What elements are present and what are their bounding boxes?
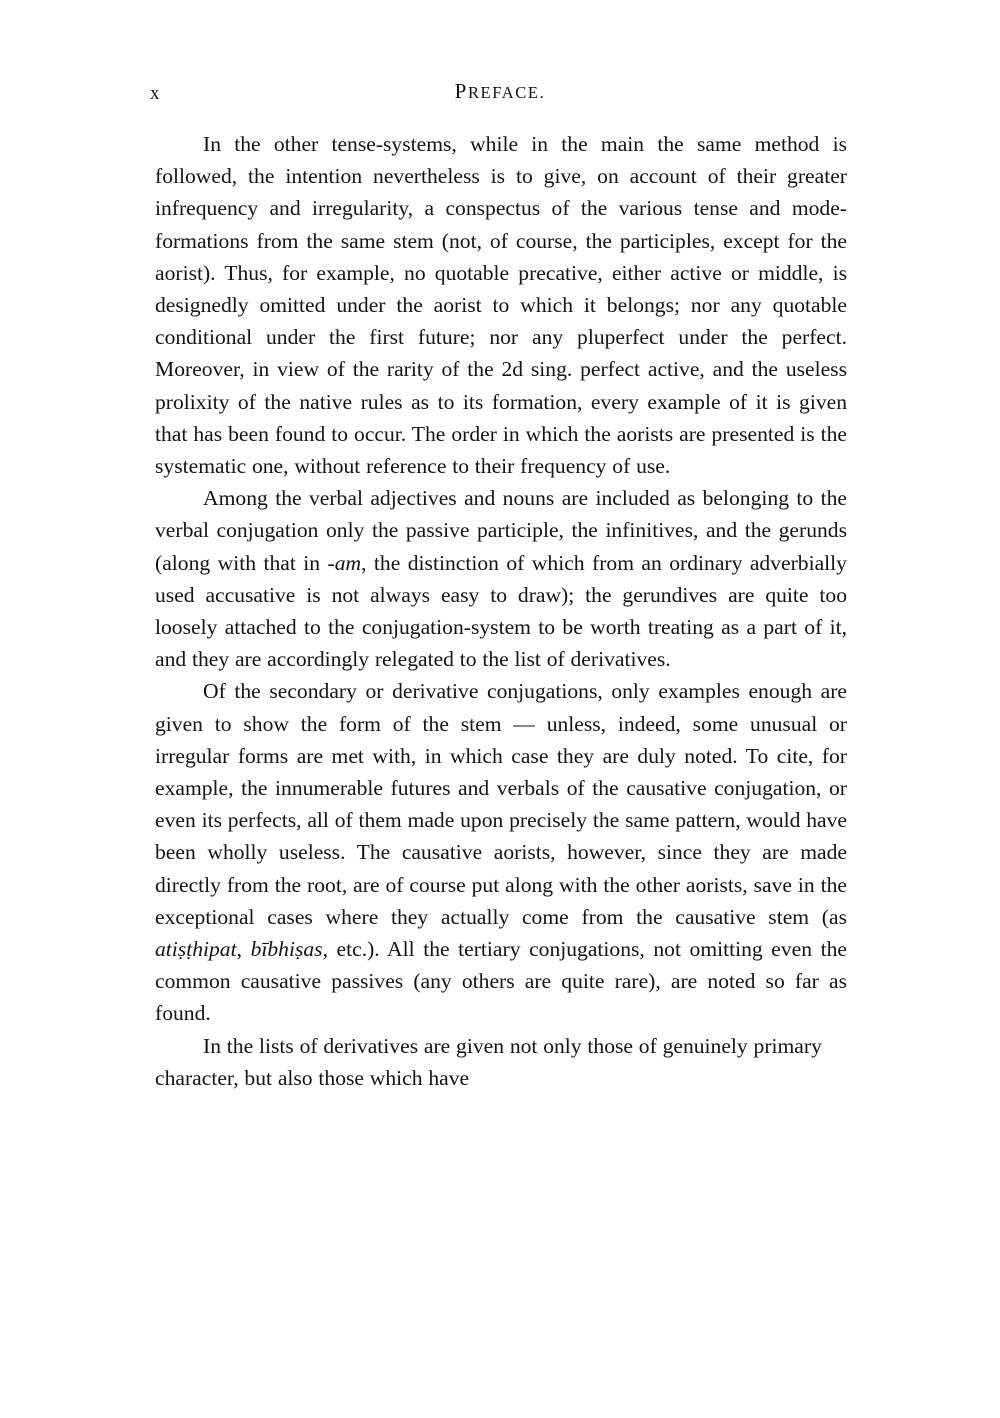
page-text-block — [155, 128, 847, 1094]
page-header-title — [150, 79, 850, 104]
text-run: , etc.). All the tertiary conjugations, not omitting even the common causative passives (any others are quite rare), are noted so far as found. — [155, 937, 847, 1026]
text-run: , the distinction of which from an ordinary adverbially used accusative is not always easy to draw); the gerundives are quite too loosely attached to the conjugation-system to be worth treating as a part of it, and they are accordingly relegated to the list of derivatives. — [155, 550, 847, 672]
paragraph-para-tense-systems — [155, 128, 847, 482]
text-run: , — [236, 937, 251, 962]
page-header-title-initial: P — [454, 79, 468, 103]
running-head — [150, 79, 850, 109]
italic-term: bībhiṣas — [250, 937, 323, 962]
paragraph-para-secondary-conjugations — [155, 675, 847, 1029]
text-run: In the other tense-systems, while in the main the same method is followed, the intention nevertheless is to give, on account of their greater infrequency and irregularity, a conspectus of the various tense and mode-formations from the same stem (not, of course, the participles, except for the aorist). Thus, for example, no quotable precative, either active or middle, is designedly omitted under the aorist to which it belongs; nor any quotable conditional under the first future; nor any pluperfect under the perfect. Moreover, in view of the rarity of the 2d sing. perfect active, and the useless prolixity of the native rules as to its formation, every example of it is given that has been found to occur. The order in which the aorists are presented is the systematic one, without reference to their frequency of use. — [155, 132, 847, 479]
paragraph-para-verbal-adjectives — [155, 482, 847, 675]
text-run: Of the secondary or derivative conjugations, only examples enough are given to show the form of the stem — unless, indeed, some unusual or irregular forms are met with, in which case they are duly noted. To cite, for example, the innumerable futures and verbals of the causative conjugation, or even its perfects, all of them made upon precisely the same pattern, would have been wholly useless. The causative aorists, however, since they are made directly from the root, are of course put along with the other aorists, save in the exceptional cases where they actually come from the causative stem (as — [155, 679, 847, 929]
text-run: In the lists of derivatives are given not only those of genuinely primary character, but also those which have — [155, 1033, 822, 1090]
italic-term: -am — [327, 550, 362, 575]
page-header-title-rest: REFACE. — [467, 83, 546, 102]
italic-term: atiṣṭhipat — [155, 937, 237, 962]
paragraph-para-lists-of-derivatives — [155, 1030, 847, 1094]
text-run: Among the verbal adjectives and nouns are included as belonging to the verbal conjugation only the passive participle, the infinitives, and the gerunds (along with that in — [155, 486, 847, 575]
page-folio-number: x — [150, 83, 160, 104]
